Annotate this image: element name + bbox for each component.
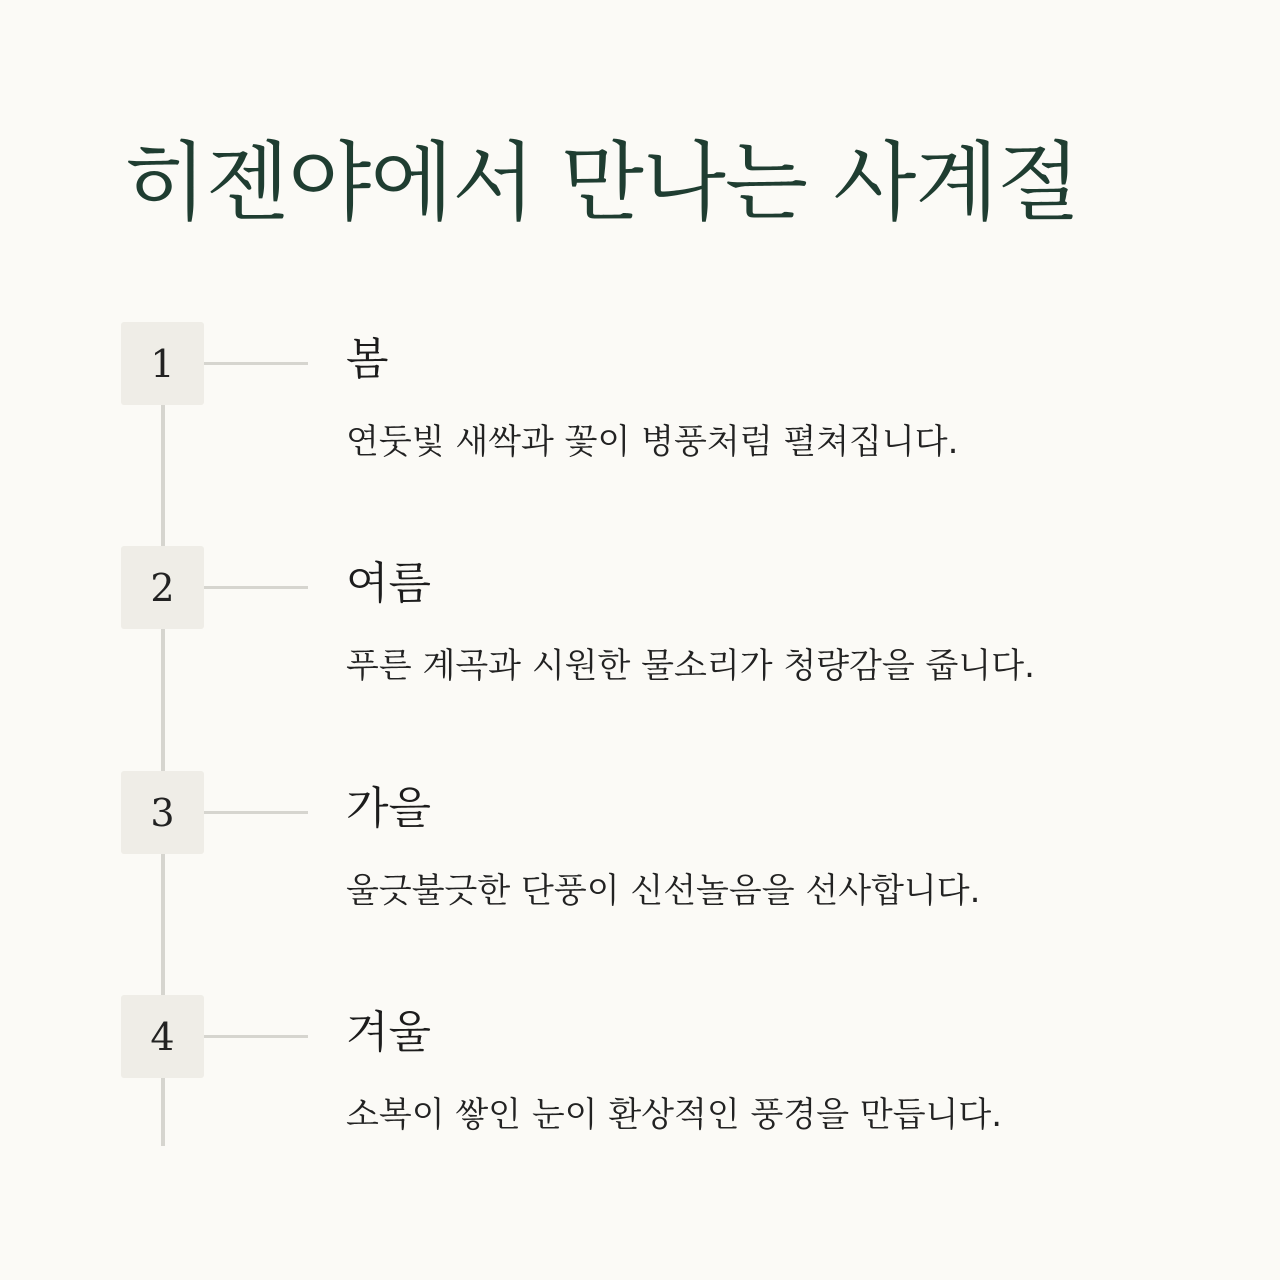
step-number-badge: 4 [121,995,204,1078]
step-title: 여름 [346,558,432,609]
step-connector [204,362,308,365]
timeline-step-summer [0,546,1280,726]
timeline-step-spring [0,322,1280,502]
step-number-badge: 2 [121,546,204,629]
timeline-step-winter [0,995,1280,1175]
step-title: 가을 [346,783,432,834]
step-description: 푸른 계곡과 시원한 물소리가 청량감을 줍니다. [346,646,1035,686]
page-title: 히젠야에서 만나는 사계절 [124,133,1080,233]
step-number-badge: 1 [121,322,204,405]
step-number-badge: 3 [121,771,204,854]
step-title: 봄 [346,334,389,385]
step-connector [204,811,308,814]
step-title: 겨울 [346,1007,432,1058]
step-connector [204,1035,308,1038]
step-connector [204,586,308,589]
step-description: 연둣빛 새싹과 꽃이 병풍처럼 펼쳐집니다. [346,422,959,462]
timeline-step-autumn [0,771,1280,951]
step-description: 소복이 쌓인 눈이 환상적인 풍경을 만듭니다. [346,1095,1003,1135]
step-description: 울긋불긋한 단풍이 신선놀음을 선사합니다. [346,871,981,911]
